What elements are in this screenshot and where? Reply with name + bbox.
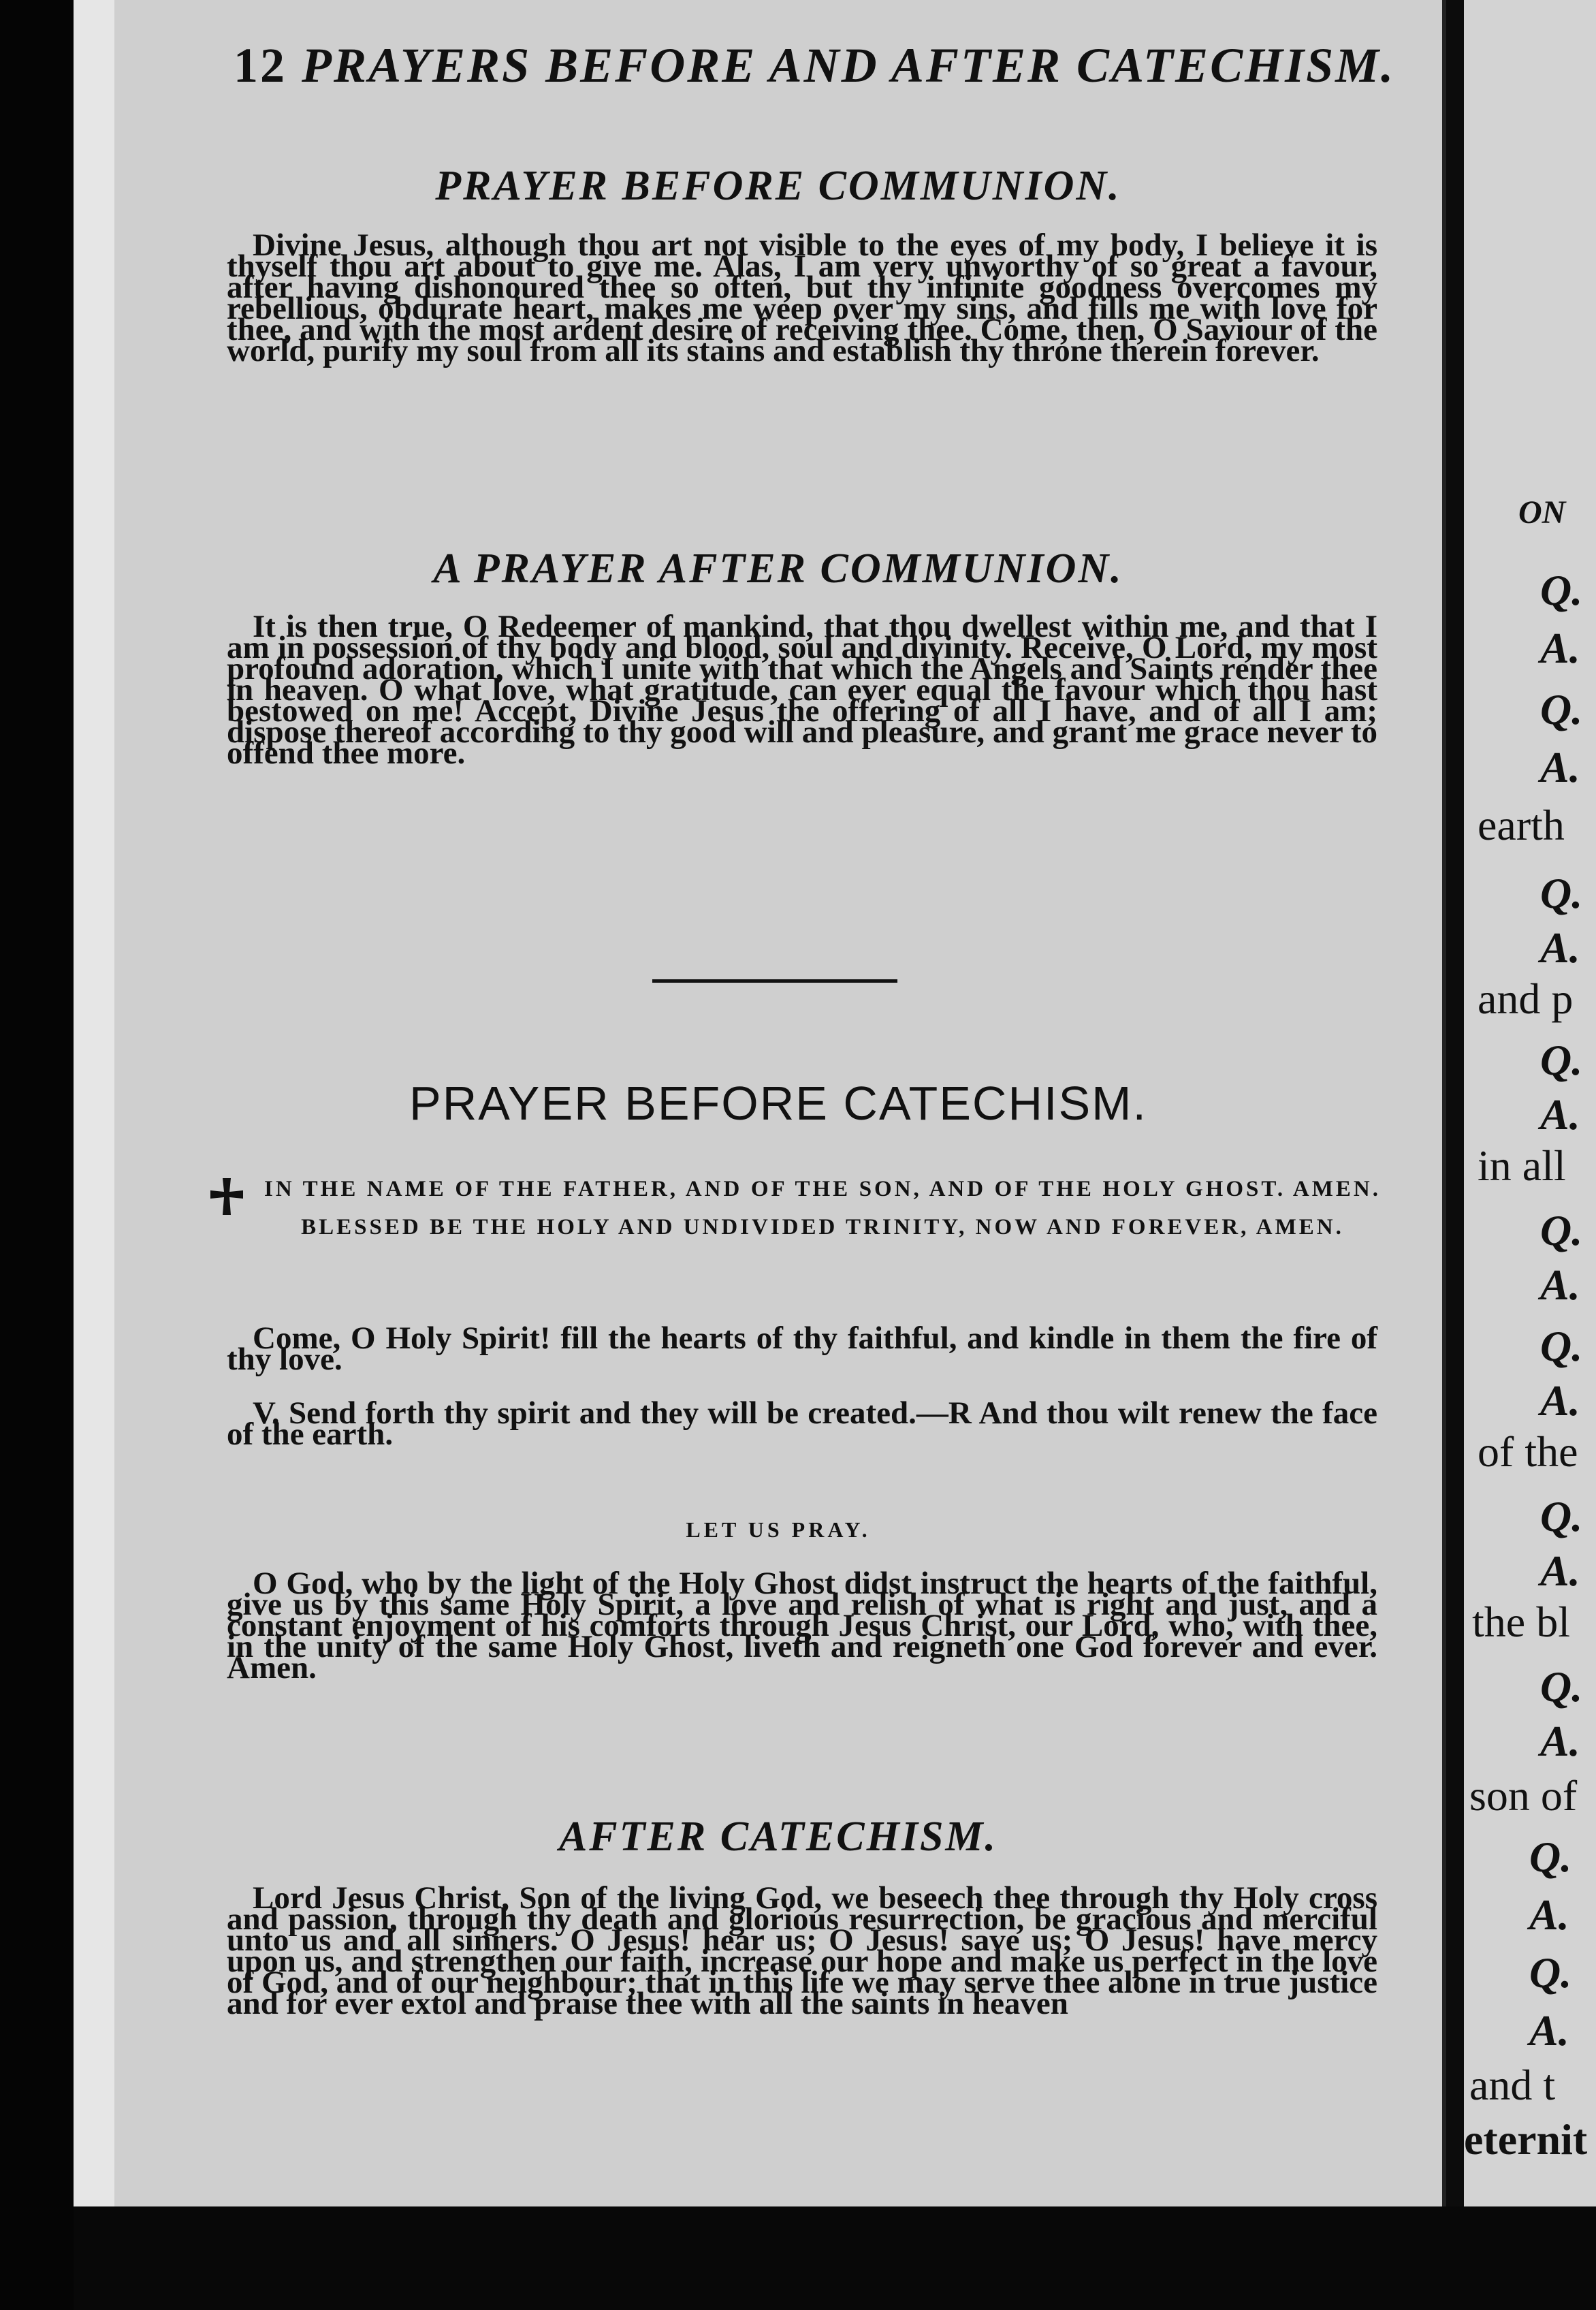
- let-us-pray-heading: LET US PRAY.: [686, 1517, 871, 1542]
- facing-line: and p: [1478, 975, 1574, 1023]
- prayer-after-communion-text: It is then true, O Redeemer of mankind, that thou dwellest within me, and that I am in possession of thy body and blood, soul and divinity. Receive, O Lord, my most profound adoration, which I unite with that which the Angels and Saints render thee in heaven. O what love, what gratitude, can ever equal the favour which thou hast bestowed on me! Accept, Divine Jesus the offering of all I have, and of all I am; dispose thereof according to thy good will and pleasure, and grant me grace never to offend thee more.: [227, 609, 1377, 771]
- facing-line: Q.: [1540, 1206, 1583, 1254]
- facing-line: A.: [1540, 624, 1580, 672]
- facing-line: A.: [1540, 743, 1580, 791]
- facing-line: Q.: [1540, 685, 1583, 733]
- facing-line: A.: [1529, 2006, 1569, 2055]
- facing-line: Q.: [1540, 566, 1583, 614]
- facing-line: Q.: [1540, 1036, 1583, 1084]
- facing-line: Q.: [1540, 1322, 1583, 1370]
- versicle-text: V. Send forth thy spirit and they will be created.—R And thou wilt renew the face of the earth.: [227, 1395, 1377, 1452]
- facing-line: A.: [1540, 1376, 1580, 1425]
- book-gutter: [1446, 0, 1464, 2310]
- prayer-before-communion-text: Divine Jesus, although thou art not visible to the eyes of my body, I believe it is thyself thou art about to give me. Alas, I am very unworthy of so great a favour, after having dishonoured thee so often, but thy infinite goodness overcomes my rebellious, obdurate heart, makes me weep over my sins, and fills me with love for thee, and with the most ardent desire of receiving thee. Come, then, O Saviour of the world, purify my soul from all its stains and establish thy throne therein forever.: [227, 227, 1377, 368]
- heading-after-catechism: AFTER CATECHISM.: [558, 1814, 998, 1860]
- invocation-text: IN THE NAME OF THE FATHER, AND OF THE SON, AND OF THE HOLY GHOST. AMEN. BLESSED BE THE HOLY AND UNDIVIDED TRINITY, NOW AND FOREVER, AMEN.: [264, 1177, 1381, 1239]
- facing-line: Q.: [1540, 1492, 1583, 1540]
- scan-border-bottom: [74, 2206, 1596, 2310]
- facing-line: Q.: [1540, 869, 1583, 917]
- facing-line: of the: [1478, 1427, 1578, 1476]
- facing-page-fragment: [1464, 0, 1596, 2241]
- catechism-prayer-text: O God, who by the light of the Holy Ghost didst instruct the hearts of the faithful, give us by this same Holy Spirit, a love and relish of what is right and just, and a constant enjoyment of his comforts through Jesus Christ, our Lord, who, with thee, in the unity of the same Holy Ghost, liveth and reigneth one God forever and ever. Amen.: [227, 1566, 1377, 1686]
- running-head: [234, 37, 1446, 94]
- after-catechism-text: Lord Jesus Christ, Son of the living God, we beseech thee through thy Holy cross and passion, through thy death and glorious resurrection, be gracious and merciful unto us and all sinners. O Jesus! hear us; O Jesus! save us; O Jesus! have mercy upon us, and strengthen our faith, increase our hope and make us perfect in the love of God, and of our neighbour; that in this life we may serve thee alone in true justice and for ever extol and praise thee with all the saints in heaven: [227, 1880, 1377, 2021]
- facing-line: and t: [1469, 2061, 1556, 2109]
- facing-line: A.: [1540, 1261, 1580, 1309]
- facing-line: Q.: [1540, 1662, 1583, 1711]
- facing-line: son of: [1469, 1771, 1578, 1820]
- section-divider: [652, 979, 897, 983]
- facing-line: A.: [1540, 1547, 1580, 1595]
- heading-prayer-before-communion: PRAYER BEFORE COMMUNION.: [435, 163, 1121, 209]
- facing-line: in all: [1478, 1141, 1566, 1190]
- facing-line: the bl: [1472, 1598, 1570, 1646]
- facing-line: Q.: [1529, 1833, 1572, 1881]
- facing-line: A.: [1540, 923, 1580, 972]
- come-holy-spirit-text: Come, O Holy Spirit! fill the hearts of thy faithful, and kindle in them the fire of thy love.: [227, 1320, 1377, 1377]
- left-page-edge: [74, 0, 114, 2310]
- heading-prayer-before-catechism: PRAYER BEFORE CATECHISM.: [409, 1077, 1147, 1130]
- facing-line: A.: [1540, 1090, 1580, 1139]
- running-head-title: PRAYERS BEFORE AND AFTER CATECHISM.: [302, 38, 1396, 93]
- book-page: [114, 0, 1446, 2206]
- page-number: 12: [234, 38, 287, 93]
- heading-prayer-after-communion: A PRAYER AFTER COMMUNION.: [433, 545, 1123, 592]
- facing-line: Q.: [1529, 1948, 1572, 1997]
- facing-line: A.: [1540, 1717, 1580, 1765]
- facing-line: earth: [1478, 801, 1565, 849]
- facing-line: A.: [1529, 1890, 1569, 1939]
- facing-page-heading-fragment: ON: [1518, 494, 1566, 531]
- facing-line: eternit: [1464, 2115, 1588, 2164]
- cross-icon: [206, 1177, 247, 1218]
